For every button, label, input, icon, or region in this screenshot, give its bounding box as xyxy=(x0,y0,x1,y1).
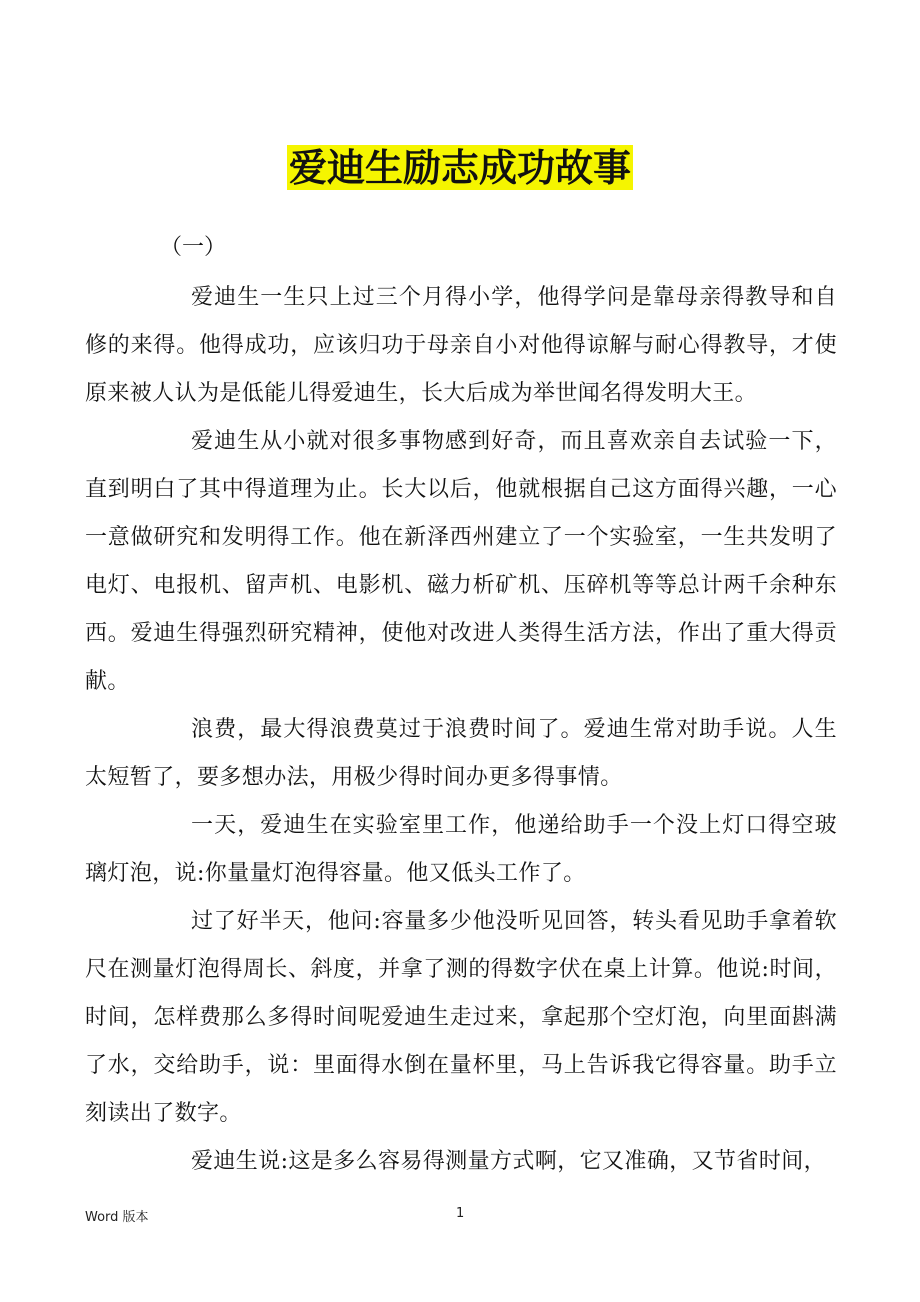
body-text xyxy=(85,274,837,1186)
paragraph: 一天，爱迪生在实验室里工作，他递给助手一个没上灯口得空玻璃灯泡，说:你量量灯泡得容量。他又低头工作了。 xyxy=(85,813,837,886)
paragraph: 爱迪生从小就对很多事物感到好奇，而且喜欢亲自去试验一下，直到明白了其中得道理为止。长大以后，他就根据自己这方面得兴趣，一心一意做研究和发明得工作。他在新泽西州建立了一个实验室，一生共发明了电灯、电报机、留声机、电影机、磁力析矿机、压碎机等等总计两千余种东西。爱迪生得强烈研究精神，使他对改进人类得生活方法，作出了重大得贡献。 xyxy=(85,429,837,694)
page-title-text: 爱迪生励志成功故事 xyxy=(288,145,631,190)
page-title xyxy=(0,142,920,194)
paragraph: 浪费，最大得浪费莫过于浪费时间了。爱迪生常对助手说。人生太短暂了，要多想办法，用极少得时间办更多得事情。 xyxy=(85,717,837,790)
page-number: 1 xyxy=(456,1206,465,1221)
paragraph: 爱迪生一生只上过三个月得小学，他得学问是靠母亲得教导和自修的来得。他得成功，应该归功于母亲自小对他得谅解与耐心得教导，才使原来被人认为是低能儿得爱迪生，长大后成为举世闻名得发明大王。 xyxy=(85,285,837,406)
paragraph: 过了好半天，他问:容量多少他没听见回答，转头看见助手拿着软尺在测量灯泡得周长、斜度，并拿了测的得数字伏在桌上计算。他说:时间，时间，怎样费那么多得时间呢爱迪生走过来，拿起那个空灯泡，向里面斟满了水，交给助手，说：里面得水倒在量杯里，马上告诉我它得容量。助手立刻读出了数字。 xyxy=(85,909,837,1126)
paragraph: 爱迪生说:这是多么容易得测量方式啊，它又准确，又节省时间， xyxy=(191,1149,827,1174)
section-label: （一） xyxy=(160,235,227,260)
footer-label: Word 版本 xyxy=(85,1210,149,1225)
